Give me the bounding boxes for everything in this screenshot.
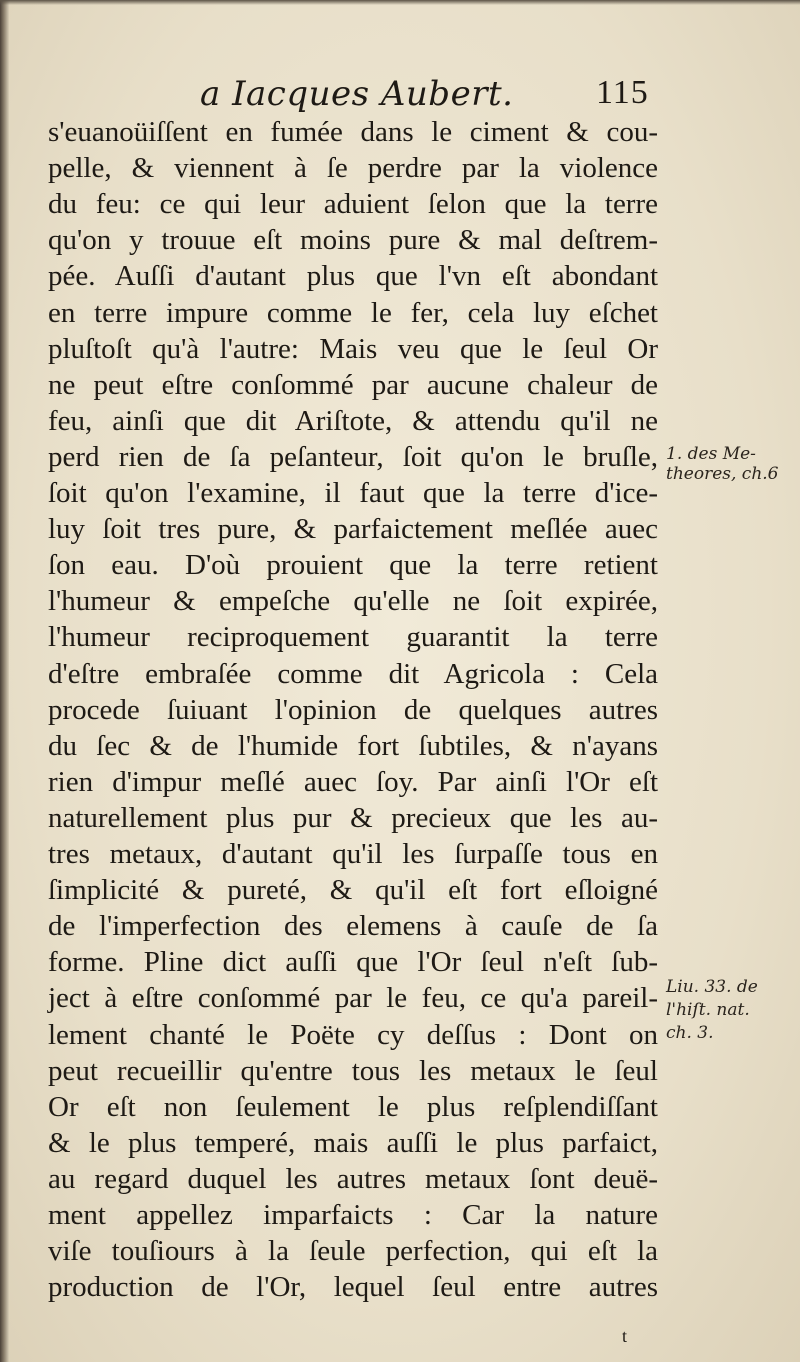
page-number: 115 (596, 74, 649, 111)
text-line: lement chanté le Poëte cy deſſus : Dont on (48, 1018, 658, 1051)
text-line: procede ſuiuant l'opinion de quelques autres (48, 693, 658, 726)
text-line: peut recueillir qu'entre tous les metaux le ſeul (48, 1054, 658, 1087)
text-line: de l'imperfection des elemens à cauſe de ſa (48, 910, 658, 943)
text-line: du feu: ce qui leur aduient ſelon que la terre (48, 188, 658, 221)
text-line: ſon eau. D'où prouient que la terre retient (48, 549, 658, 582)
page-top-shadow (0, 0, 800, 5)
text-line: pluſtoſt qu'à l'autre: Mais veu que le ſeul Or (48, 332, 658, 365)
catchword: t (622, 1326, 628, 1346)
text-line: ſimplicité & pureté, & qu'il eſt fort eſloigné (48, 874, 658, 907)
text-line: l'humeur & empeſche qu'elle ne ſoit expirée, (48, 585, 658, 618)
text-line: tres metaux, d'autant qu'il les ſurpaſſe tous en (48, 838, 658, 870)
text-line: luy ſoit tres pure, & parfaictement meſlée auec (48, 513, 658, 546)
text-line: d'eſtre embraſée comme dit Agricola : Cela (48, 657, 658, 690)
text-line: qu'on y trouue eſt moins pure & mal deſtrem- (48, 224, 658, 257)
text-line: viſe touſiours à la ſeule perfection, qui eſt la (48, 1235, 658, 1268)
text-line: perd rien de ſa peſanteur, ſoit qu'on le bruſle, (48, 440, 658, 473)
margin-note-pline-1: Liu. 33. de (666, 977, 758, 997)
text-line: ſoit qu'on l'examine, il faut que la terre d'ice- (48, 477, 658, 509)
running-title: a Iacques Aubert. (200, 74, 514, 114)
text-line: feu, ainſi que dit Ariſtote, & attendu qu'il ne (48, 404, 658, 437)
margin-note-meteores-1: 1. des Me- (666, 444, 756, 464)
text-line: & le plus temperé, mais auſſi le plus parfaict, (48, 1126, 658, 1159)
text-line: ject à eſtre conſommé par le feu, ce qu'a pareil- (48, 982, 658, 1015)
margin-note-pline-2: l'hiſt. nat. (666, 1000, 750, 1020)
text-line: pelle, & viennent à ſe perdre par la violence (48, 152, 658, 185)
text-line: en terre impure comme le fer, cela luy eſchet (48, 296, 658, 329)
text-line: l'humeur reciproquement guarantit la terre (48, 621, 658, 654)
text-line: production de l'Or, lequel ſeul entre autres (48, 1271, 658, 1304)
text-line: naturellement plus pur & precieux que les au- (48, 801, 658, 834)
text-line: ment appellez imparfaicts : Car la nature (48, 1199, 658, 1231)
margin-note-pline-3: ch. 3. (666, 1023, 714, 1043)
margin-note-meteores-2: theores, ch.6 (666, 464, 779, 484)
text-line: forme. Pline dict auſſi que l'Or ſeul n'eſt ſub- (48, 946, 658, 979)
text-line: rien d'impur meſlé auec ſoy. Par ainſi l'Or eſt (48, 765, 658, 798)
text-line: s'euanoüiſſent en fumée dans le ciment & cou- (48, 116, 658, 148)
text-line: Or eſt non ſeulement le plus reſplendiſſant (48, 1090, 658, 1123)
page-gutter-shadow (0, 0, 9, 1362)
text-line: pée. Auſſi d'autant plus que l'vn eſt abondant (48, 260, 658, 293)
text-line: au regard duquel les autres metaux ſont deuë- (48, 1162, 658, 1195)
text-line: ne peut eſtre conſommé par aucune chaleur de (48, 368, 658, 401)
text-line: du ſec & de l'humide fort ſubtiles, & n'ayans (48, 729, 658, 762)
